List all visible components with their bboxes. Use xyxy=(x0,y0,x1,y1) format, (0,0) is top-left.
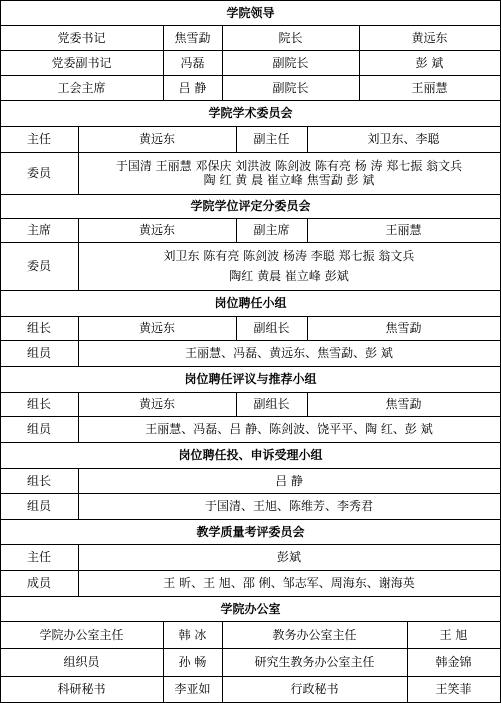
person-name: 王丽慧 xyxy=(385,223,422,237)
role-label: 委员 xyxy=(26,259,51,273)
section-title-complaint-group: 岗位聘任投、申诉受理小组 xyxy=(178,448,323,462)
section-title-appointment-group: 岗位聘任小组 xyxy=(214,296,287,310)
person-name: 焦雪勐 xyxy=(385,321,422,335)
person-name: 黄远东 xyxy=(138,132,175,146)
person-name: 吕 静 xyxy=(275,473,303,488)
member-list: 王丽慧、冯磊、黄远东、焦雪勐、彭 斌 xyxy=(185,346,393,360)
person-name: 孙 畅 xyxy=(178,655,207,669)
member-list: 于国清、王旭、陈维芳、李秀君 xyxy=(204,499,373,513)
person-name: 焦雪勐 xyxy=(174,30,211,45)
role-label: 组长 xyxy=(26,397,51,411)
section-title-leadership: 学院领导 xyxy=(226,5,275,20)
section-title-teaching-quality-committee: 教学质量考评委员会 xyxy=(196,524,305,539)
person-name: 刘卫东、李聪 xyxy=(367,132,440,146)
person-name: 李亚如 xyxy=(174,682,211,696)
person-name: 吕 静 xyxy=(178,80,207,95)
role-label: 党委副书记 xyxy=(51,55,112,70)
role-label: 副组长 xyxy=(253,397,290,411)
member-list xyxy=(78,242,500,290)
person-name: 黄远东 xyxy=(138,321,175,335)
role-label: 组长 xyxy=(26,321,51,335)
role-label: 学院办公室主任 xyxy=(39,627,124,642)
role-label: 委员 xyxy=(26,166,51,180)
person-name: 黄远东 xyxy=(138,397,175,411)
section-title-college-office: 学院办公室 xyxy=(220,601,281,616)
role-label: 副组长 xyxy=(253,321,290,335)
member-list: 王丽慧、冯磊、吕 静、陈剑波、饶平平、陶 红、彭 斌 xyxy=(145,422,433,436)
role-label: 研究生教务办公室主任 xyxy=(254,655,375,669)
role-label: 教务办公室主任 xyxy=(272,627,357,642)
member-line: 陶 红 黄 晨 崔立峰 焦雪勐 彭 斌 xyxy=(203,173,375,187)
person-name: 韩 冰 xyxy=(178,627,207,642)
person-name: 黄远东 xyxy=(138,223,175,237)
role-label: 党委书记 xyxy=(57,30,106,45)
person-name: 焦雪勐 xyxy=(385,397,422,411)
person-name: 黄远东 xyxy=(411,30,448,45)
section-title-review-group: 岗位聘任评议与推荐小组 xyxy=(184,372,317,386)
person-name: 彭 斌 xyxy=(415,55,444,70)
section-title-degree-committee: 学院学位评定分委员会 xyxy=(190,199,311,213)
role-label: 副主任 xyxy=(253,132,290,146)
member-list: 王 昕、王 旭、邵 俐、邹志军、周海东、谢海英 xyxy=(163,576,415,590)
role-label: 科研秘书 xyxy=(57,682,106,696)
member-list xyxy=(78,152,500,194)
role-label: 组员 xyxy=(26,422,51,436)
member-line: 刘卫东 陈有亮 陈剑波 杨涛 李聪 郑七振 翁文兵 xyxy=(163,249,415,263)
member-line: 于国清 王丽慧 邓保庆 刘洪波 陈剑波 陈有亮 杨 涛 郑七振 翁文兵 xyxy=(115,159,463,173)
role-label: 行政秘书 xyxy=(290,682,339,696)
section-title-academic-committee: 学院学术委员会 xyxy=(208,106,293,120)
person-name: 王丽慧 xyxy=(411,80,448,95)
person-name: 王 旭 xyxy=(439,627,468,642)
role-label: 院长 xyxy=(278,30,303,45)
person-name: 冯磊 xyxy=(180,55,205,70)
role-label: 成员 xyxy=(26,576,51,590)
role-label: 主任 xyxy=(26,132,51,146)
role-label: 副主席 xyxy=(253,223,290,237)
role-label: 组长 xyxy=(26,473,51,488)
role-label: 副院长 xyxy=(272,80,309,95)
role-label: 组员 xyxy=(26,499,51,513)
person-name: 彭斌 xyxy=(276,550,301,564)
role-label: 主任 xyxy=(26,550,51,564)
role-label: 主席 xyxy=(26,223,51,237)
role-label: 副院长 xyxy=(272,55,309,70)
person-name: 韩金锦 xyxy=(435,655,472,669)
role-label: 组织员 xyxy=(63,655,100,669)
role-label: 工会主席 xyxy=(57,80,106,95)
person-name: 王笑菲 xyxy=(435,682,472,696)
member-line: 陶红 黄晨 崔立峰 彭斌 xyxy=(229,269,349,283)
role-label: 组员 xyxy=(26,346,51,360)
